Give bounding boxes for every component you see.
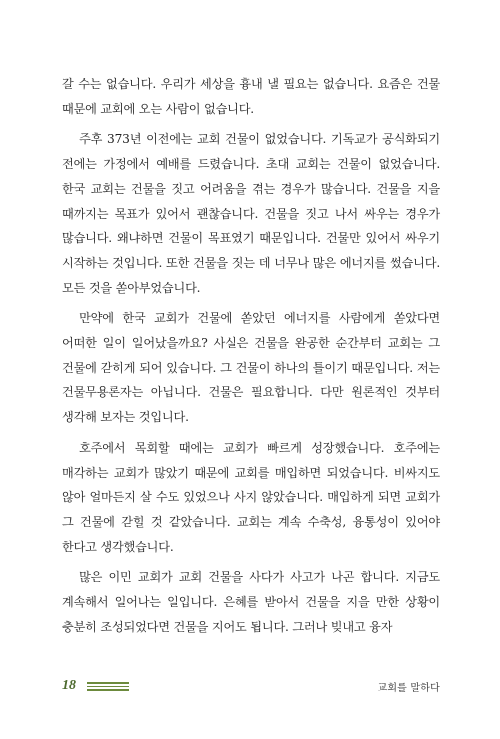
page-number: 18 — [62, 678, 76, 693]
paragraph-1: 갈 수는 없습니다. 우리가 세상을 흉내 낼 필요는 없습니다. 요즘은 건물 때문에 교회에 오는 사람이 없습니다. — [62, 77, 440, 116]
paragraph-3: 만약에 한국 교회가 건물에 쏟았던 에너지를 사람에게 쏟았다면 어떠한 일이 일어났을까요? 사실은 건물을 완공한 순간부터 교회는 그 건물에 갇히게 되어 있습니다. 그 건물이 하나의 틀이기 때문입니다. 저는 건물무용론자는 아닙니다. 건물은 필요합니다. 다만 원론적인 것부터 생각해 보자는 것입니다. — [62, 311, 440, 425]
paragraph-4: 호주에서 목회할 때에는 교회가 빠르게 성장했습니다. 호주에는 매각하는 교회가 많았기 때문에 교회를 매입하면 되었습니다. 비싸지도 않아 얼마든지 살 수도 있었으나 사지 않았습니다. 매입하게 되면 교회가 그 건물에 갇힐 것 같았습니다. 교회는 계속 수축성, 융통성이 있어야 한다고 생각했습니다. — [62, 440, 440, 554]
paragraph-5: 많은 이민 교회가 교회 건물을 사다가 사고가 나곤 합니다. 지금도 계속해서 일어나는 일입니다. 은혜를 받아서 건물을 지을 만한 상황이 충분히 조성되었다면 건물을 지어도 됩니다. 그러나 빚내고 융자 — [62, 570, 440, 634]
body-text — [62, 72, 440, 645]
running-book-title: 교회를 말하다 — [377, 683, 440, 694]
page-footer — [62, 678, 440, 698]
decorative-rule — [87, 682, 129, 692]
paragraph-2: 주후 373년 이전에는 교회 건물이 없었습니다. 기독교가 공식화되기 전에는 가정에서 예배를 드렸습니다. 초대 교회는 건물이 없었습니다. 한국 교회는 건물을 짓고 어려움을 겪는 경우가 많습니다. 건물을 지을 때까지는 목표가 있어서 괜찮습니다. 건물을 짓고 나서 싸우는 경우가 많습니다. 왜냐하면 건물이 목표였기 때문입니다. 건물만 있어서 싸우기 시작하는 것입니다. 또한 건물을 짓는 데 너무나 많은 에너지를 썼습니다. 모든 것을 쏟아부었습니다. — [62, 132, 440, 295]
